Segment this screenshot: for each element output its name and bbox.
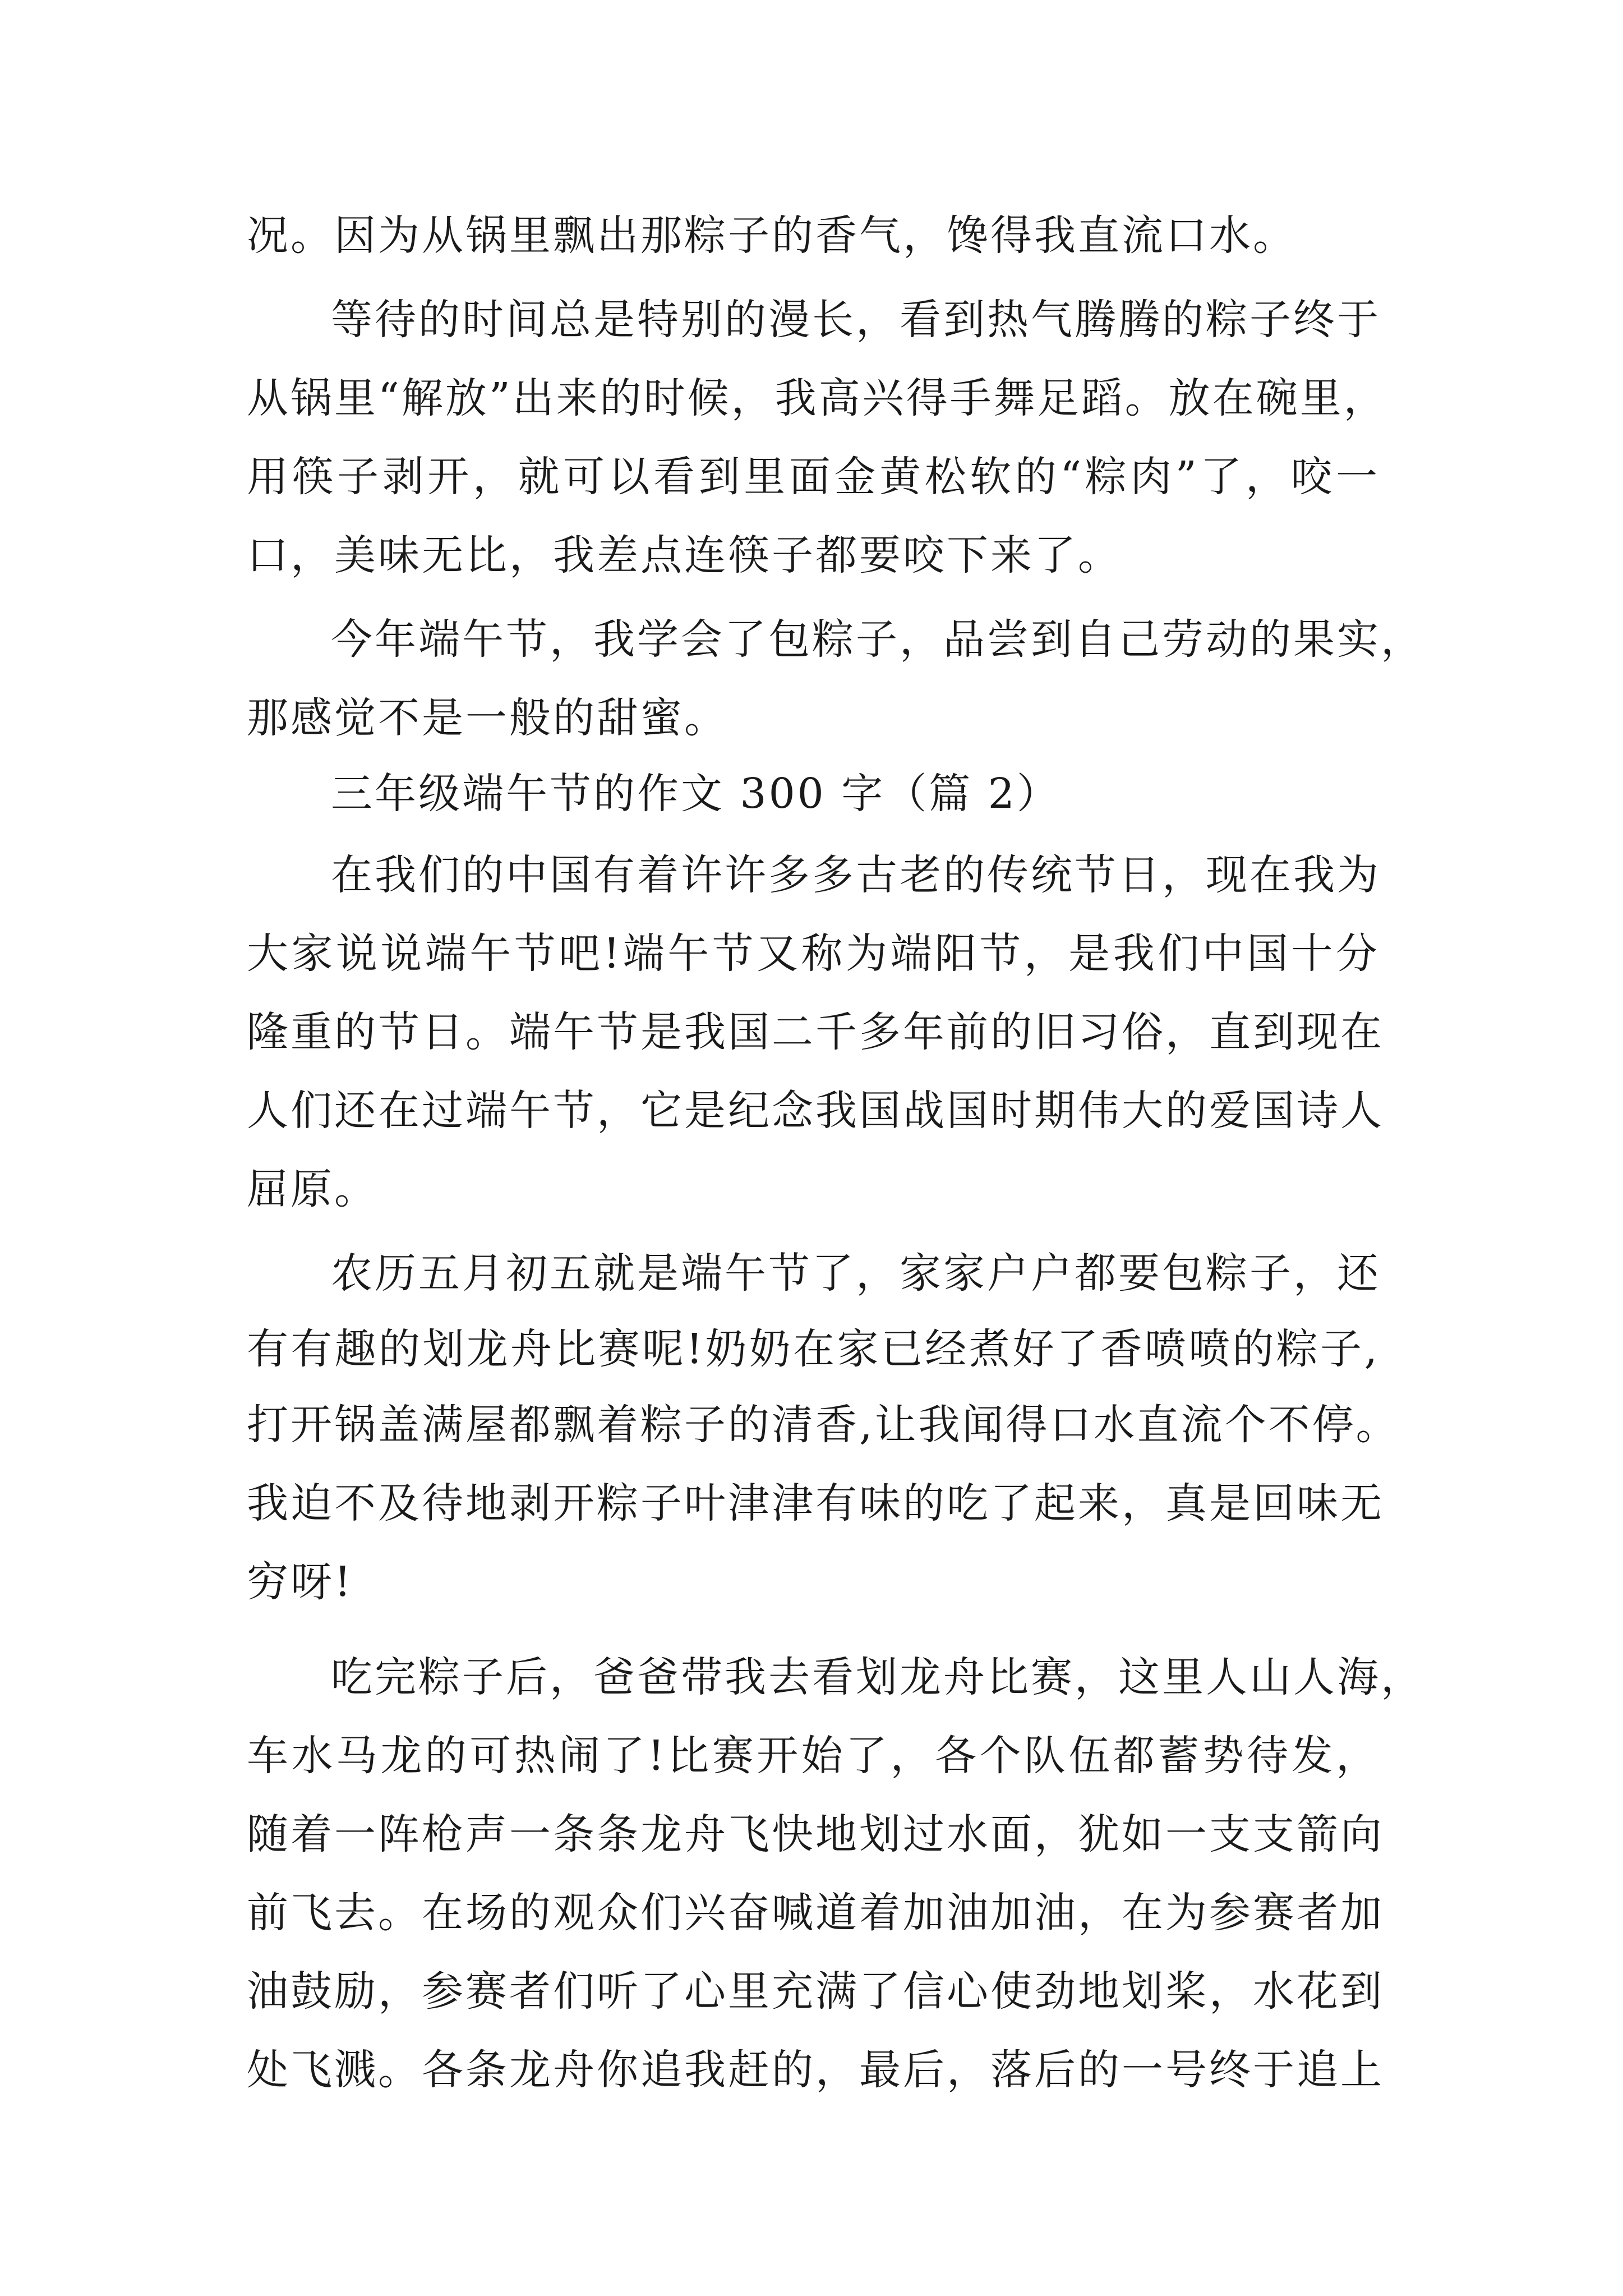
text-line: 今年端午节，我学会了包粽子，品尝到自己劳动的果实， <box>331 615 1424 664</box>
text-line: 车水马龙的可热闹了!比赛开始了，各个队伍都蓄势待发， <box>247 1732 1380 1780</box>
text-line: 况。因为从锅里飘出那粽子的香气，馋得我直流口水。 <box>247 211 1297 260</box>
text-line: 穷呀! <box>247 1558 353 1606</box>
text-line: 在我们的中国有着许许多多古老的传统节日，现在我为 <box>331 851 1381 899</box>
text-line: 农历五月初五就是端午节了，家家户户都要包粽子，还 <box>331 1249 1381 1297</box>
text-line: 用筷子剥开，就可以看到里面金黄松软的“粽肉”了，咬一 <box>247 453 1380 501</box>
text-line: 大家说说端午节吧!端午节又称为端阳节，是我们中国十分 <box>247 930 1380 978</box>
text-line: 屈原。 <box>247 1165 378 1213</box>
text-line: 从锅里“解放”出来的时候，我高兴得手舞足蹈。放在碗里， <box>247 374 1387 422</box>
text-line: 油鼓励，参赛者们听了心里充满了信心使劲地划桨，水花到 <box>247 1967 1384 2016</box>
text-line: 随着一阵枪声一条条龙舟飞快地划过水面，犹如一支支箭向 <box>247 1810 1384 1858</box>
section-heading: 三年级端午节的作文 300 字（篇 2） <box>331 770 1061 818</box>
text-line: 口，美味无比，我差点连筷子都要咬下来了。 <box>247 531 1122 579</box>
text-line: 前飞去。在场的观众们兴奋喊道着加油加油，在为参赛者加 <box>247 1889 1384 1937</box>
text-line: 有有趣的划龙舟比赛呢!奶奶在家已经煮好了香喷喷的粽子, <box>247 1325 1380 1373</box>
text-line: 打开锅盖满屋都飘着粽子的清香,让我闻得口水直流个不停。 <box>247 1401 1400 1449</box>
text-line: 吃完粽子后，爸爸带我去看划龙舟比赛，这里人山人海， <box>331 1653 1424 1701</box>
text-line: 处飞溅。各条龙舟你追我赶的，最后，落后的一号终于追上 <box>247 2046 1384 2094</box>
text-line: 人们还在过端午节，它是纪念我国战国时期伟大的爱国诗人 <box>247 1087 1384 1135</box>
text-line: 等待的时间总是特别的漫长，看到热气腾腾的粽子终于 <box>331 296 1381 344</box>
text-line: 那感觉不是一般的甜蜜。 <box>247 694 728 742</box>
text-line: 隆重的节日。端午节是我国二千多年前的旧习俗，直到现在 <box>247 1008 1384 1056</box>
text-line: 我迫不及待地剥开粽子叶津津有味的吃了起来，真是回味无 <box>247 1479 1384 1527</box>
